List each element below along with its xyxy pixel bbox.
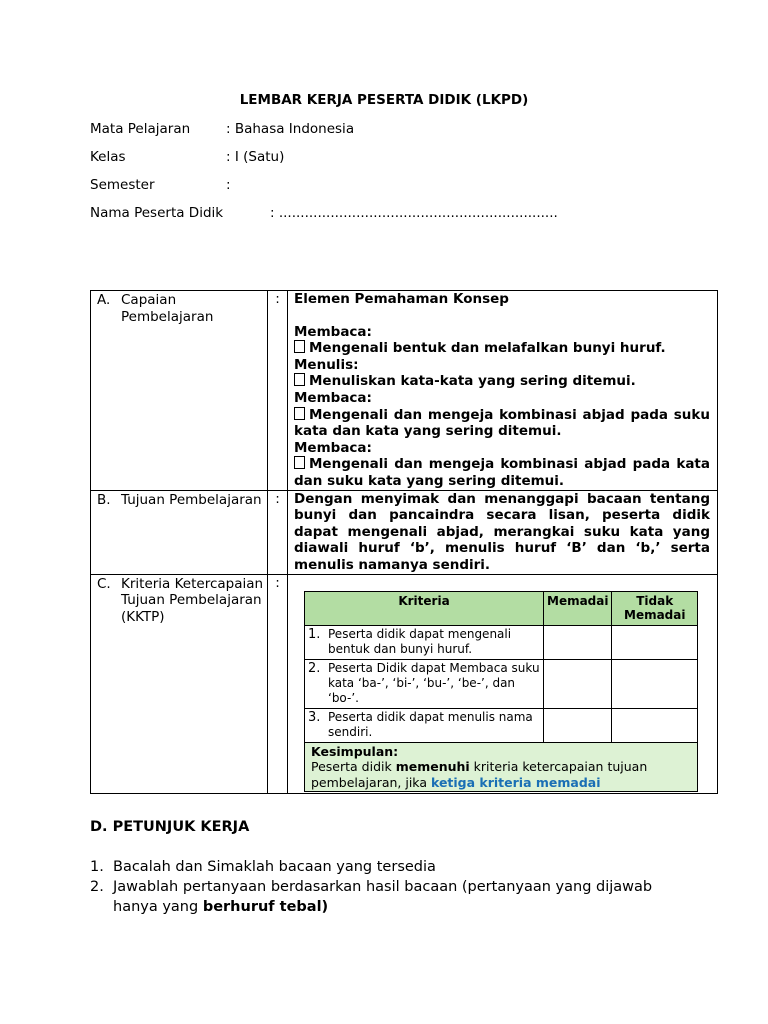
info-nama-peserta-didik <box>90 205 690 221</box>
info-kelas <box>90 149 284 165</box>
list-text: Jawablah pertanyaan berdasarkan hasil bacaan (pertanyaan yang dijawab hanya yang <box>113 879 653 915</box>
info-label: Nama Peserta Didik <box>90 205 224 221</box>
kesimpulan-text: kriteria ketercapaian tujuan pembelajaran, jika <box>311 759 648 790</box>
row-label: Kriteria Ketercapaian Tujuan Pembelajaran (KKTP) <box>121 575 264 625</box>
block-head: Menulis: <box>294 356 359 373</box>
criteria-text: Peserta Didik dapat Membaca suku kata ‘ba-’, ‘bi-’, ‘bu-’, ‘be-’, dan ‘bo-’. <box>328 661 540 705</box>
info-semester <box>90 177 231 193</box>
info-value: : ................................................................. <box>270 205 558 221</box>
list-text-bold: berhuruf tebal) <box>202 899 329 915</box>
header-tidak-memadai: Tidak Memadai <box>612 591 698 625</box>
header-kriteria: Kriteria <box>305 591 544 625</box>
block-head: Membaca: <box>294 389 372 406</box>
list-number: 2. <box>90 879 104 895</box>
info-value: : <box>226 177 231 193</box>
row-letter: C. <box>97 575 111 592</box>
capaian-content-cell <box>288 291 718 491</box>
separator: : <box>268 574 288 793</box>
tidak-memadai-cell <box>612 708 698 742</box>
info-label: Kelas <box>90 149 126 165</box>
tidak-memadai-cell <box>612 625 698 659</box>
criteria-text: Peserta didik dapat mengenali bentuk dan bunyi huruf. <box>328 627 512 656</box>
learning-table <box>90 290 718 794</box>
row-capaian <box>91 291 718 491</box>
tujuan-text: Dengan menyimak dan menanggapi bacaan tentang bunyi dan pancaindra secara lisan, peserta didik dapat mengenali abjad, merangkai suku kata yang diawali huruf ‘b’, menulis huruf ‘B’ dan ‘b,’ serta menulis namanya sendiri. <box>294 490 710 573</box>
block-text: Mengenali bentuk dan melafalkan bunyi huruf. <box>309 340 666 357</box>
table-row <box>305 625 698 659</box>
block-text: Mengenali dan mengeja kombinasi abjad pada suku kata dan kata yang sering ditemui. <box>294 406 710 440</box>
row-tujuan <box>91 490 718 574</box>
row-kktp <box>91 574 718 793</box>
list-item <box>90 857 690 877</box>
memadai-cell <box>544 708 612 742</box>
missing-glyph-icon <box>294 340 305 353</box>
list-text: Bacalah dan Simaklah bacaan yang tersedia <box>113 859 436 875</box>
info-value: : I (Satu) <box>226 149 285 165</box>
criteria-text: Peserta didik dapat menulis nama sendiri. <box>328 710 533 739</box>
block-text: Mengenali dan mengeja kombinasi abjad pada kata dan suku kata yang sering ditemui. <box>294 456 710 489</box>
block-text: Menuliskan kata-kata yang sering ditemui. <box>309 373 636 390</box>
tidak-memadai-cell <box>612 659 698 708</box>
kesimpulan-head: Kesimpulan: <box>311 743 399 759</box>
kktp-table <box>304 591 698 793</box>
kesimpulan-bold: memenuhi <box>395 759 470 774</box>
row-label: Capaian Pembelajaran <box>121 292 214 325</box>
kktp-label-cell <box>91 574 268 793</box>
info-label: Mata Pelajaran <box>90 121 191 137</box>
kesimpulan-row <box>305 742 698 792</box>
missing-glyph-icon <box>294 456 305 469</box>
row-letter: B. <box>97 491 111 508</box>
page-title: LEMBAR KERJA PESERTA DIDIK (LKPD) <box>239 92 529 108</box>
kesimpulan-cell <box>305 742 698 792</box>
list-item <box>90 877 690 917</box>
header-memadai: Memadai <box>544 591 612 625</box>
separator: : <box>268 291 288 491</box>
missing-glyph-icon <box>294 407 305 420</box>
tujuan-label-cell <box>91 490 268 574</box>
memadai-cell <box>544 659 612 708</box>
criteria-number: 2. <box>308 661 321 676</box>
missing-glyph-icon <box>294 373 305 386</box>
row-label: Tujuan Pembelajaran <box>121 491 262 508</box>
capaian-label-cell <box>91 291 268 491</box>
table-row <box>305 659 698 708</box>
info-value: : Bahasa Indonesia <box>226 121 355 137</box>
row-letter: A. <box>97 292 111 308</box>
block-head: Membaca: <box>294 439 372 456</box>
separator: : <box>268 490 288 574</box>
info-label: Semester <box>90 177 155 193</box>
block-head: Membaca: <box>294 323 372 340</box>
section-d-title: D. PETUNJUK KERJA <box>90 819 250 835</box>
element-title: Elemen Pemahaman Konsep <box>294 291 509 307</box>
kesimpulan-text: Peserta didik <box>311 759 396 774</box>
memadai-cell <box>544 625 612 659</box>
tujuan-content-cell <box>288 490 718 574</box>
kesimpulan-accent: ketiga kriteria memadai <box>430 774 601 790</box>
petunjuk-list <box>90 857 690 917</box>
table-row <box>305 708 698 742</box>
criteria-number: 1. <box>308 627 321 642</box>
info-mata-pelajaran <box>90 121 354 137</box>
kktp-content-cell <box>288 574 718 793</box>
criteria-number: 3. <box>308 710 321 725</box>
list-number: 1. <box>90 859 104 875</box>
